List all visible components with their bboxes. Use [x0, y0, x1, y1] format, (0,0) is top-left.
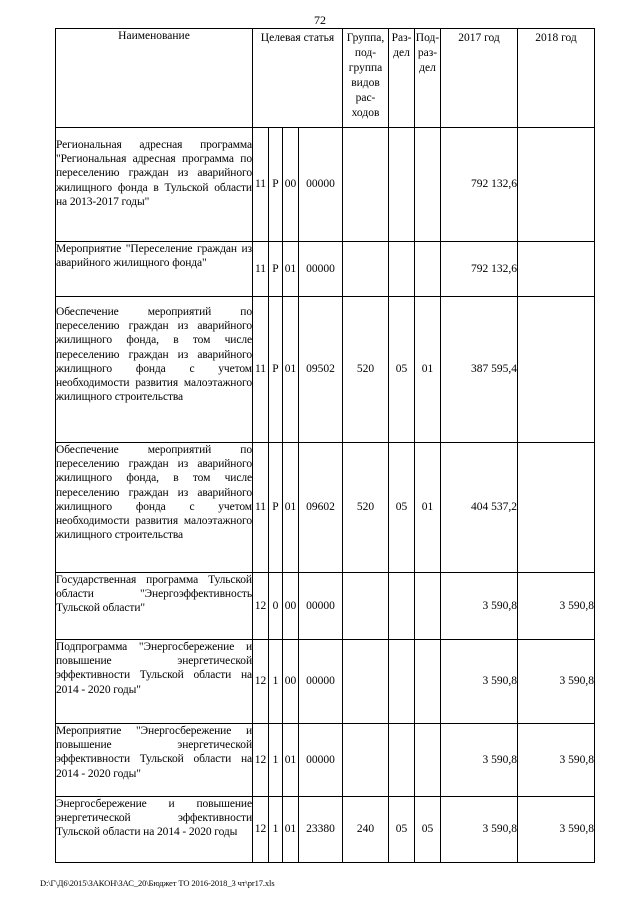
cell-section: 05 [389, 297, 415, 443]
header-2017: 2017 год [441, 29, 518, 128]
row-name: Мероприятие "Энергосбережение и повышение энергетической эффективности Тульской области на 2014 - 2020 годы" [56, 724, 253, 797]
cell-section [389, 724, 415, 797]
cell-target-subprogram: Р [269, 297, 283, 443]
table-row [56, 242, 595, 297]
cell-amount-2017: 3 590,8 [441, 724, 518, 797]
table-row [56, 128, 595, 242]
cell-expense-group: 520 [343, 297, 389, 443]
cell-subsection: 01 [415, 443, 441, 573]
page-number: 72 [314, 13, 326, 27]
cell-subsection: 05 [415, 797, 441, 863]
cell-amount-2017: 792 132,6 [441, 242, 518, 297]
cell-subsection [415, 242, 441, 297]
cell-expense-group [343, 242, 389, 297]
cell-amount-2018 [518, 242, 595, 297]
row-name: Энергосбережение и повышение энергетической эффективности Тульской области на 2014 - 2020 годы [56, 797, 253, 863]
cell-amount-2018 [518, 443, 595, 573]
cell-target-event: 00 [283, 128, 299, 242]
cell-expense-group: 240 [343, 797, 389, 863]
cell-amount-2017: 3 590,8 [441, 573, 518, 640]
cell-target-subprogram: 1 [269, 640, 283, 724]
cell-amount-2018 [518, 297, 595, 443]
cell-target-program: 11 [253, 128, 269, 242]
cell-section [389, 573, 415, 640]
header-2018: 2018 год [518, 29, 595, 128]
cell-target-direction: 09602 [299, 443, 343, 573]
cell-target-subprogram: 1 [269, 724, 283, 797]
cell-target-subprogram: 0 [269, 573, 283, 640]
header-subsection [415, 29, 441, 128]
cell-target-program: 12 [253, 724, 269, 797]
cell-subsection [415, 573, 441, 640]
cell-target-program: 12 [253, 797, 269, 863]
cell-section: 05 [389, 797, 415, 863]
cell-target-direction: 00000 [299, 724, 343, 797]
table-row [56, 797, 595, 863]
cell-amount-2017: 3 590,8 [441, 640, 518, 724]
header-expense-group-text: Группа, под-группа видов рас-ходов [346, 32, 385, 119]
table-row [56, 573, 595, 640]
cell-target-event: 00 [283, 640, 299, 724]
cell-subsection: 01 [415, 297, 441, 443]
row-name: Региональная адресная программа "Региональная адресная программа по переселению граждан из аварийного жилищного фонда в Тульской области на 2013-2017 годы" [56, 128, 253, 242]
cell-target-program: 11 [253, 297, 269, 443]
cell-target-event: 01 [283, 297, 299, 443]
cell-expense-group: 520 [343, 443, 389, 573]
file-path-footer: D:\Г\Д6\2015\ЗАКОН\ЗАС_20\Бюджет ТО 2016-2018_3 чт\pr17.xls [40, 878, 275, 888]
cell-subsection [415, 724, 441, 797]
cell-target-program: 11 [253, 443, 269, 573]
table-row [56, 724, 595, 797]
cell-amount-2017: 792 132,6 [441, 128, 518, 242]
cell-target-program: 11 [253, 242, 269, 297]
cell-target-event: 00 [283, 573, 299, 640]
cell-target-program: 12 [253, 573, 269, 640]
row-name: Обеспечение мероприятий по переселению граждан из аварийного жилищного фонда, в том числе переселению граждан из аварийного жилищного фонда с учетом необходимости развития малоэтажного жилищного строительства [56, 297, 253, 443]
cell-target-event: 01 [283, 724, 299, 797]
cell-target-direction: 00000 [299, 640, 343, 724]
cell-target-subprogram: Р [269, 128, 283, 242]
cell-target-event: 01 [283, 443, 299, 573]
cell-target-direction: 09502 [299, 297, 343, 443]
header-section [389, 29, 415, 128]
header-section-text: Раз-дел [391, 32, 412, 59]
cell-amount-2017: 404 537,2 [441, 443, 518, 573]
cell-amount-2018: 3 590,8 [518, 797, 595, 863]
cell-amount-2018 [518, 128, 595, 242]
header-subsection-text: Под-раз-дел [415, 32, 440, 74]
header-expense-group [343, 29, 389, 128]
table-row [56, 297, 595, 443]
cell-target-subprogram: Р [269, 443, 283, 573]
cell-expense-group [343, 640, 389, 724]
cell-subsection [415, 128, 441, 242]
row-name: Государственная программа Тульской области "Энергоэффективность Тульской области" [56, 573, 253, 640]
table-body [56, 128, 595, 863]
cell-target-program: 12 [253, 640, 269, 724]
cell-target-subprogram: 1 [269, 797, 283, 863]
table-row [56, 640, 595, 724]
budget-table [55, 28, 595, 863]
cell-amount-2018: 3 590,8 [518, 724, 595, 797]
cell-expense-group [343, 724, 389, 797]
cell-subsection [415, 640, 441, 724]
cell-section [389, 640, 415, 724]
cell-target-event: 01 [283, 797, 299, 863]
header-name: Наименование [56, 29, 253, 128]
cell-target-event: 01 [283, 242, 299, 297]
cell-target-direction: 00000 [299, 242, 343, 297]
cell-amount-2017: 3 590,8 [441, 797, 518, 863]
cell-target-direction: 00000 [299, 128, 343, 242]
row-name: Мероприятие "Переселение граждан из аварийного жилищного фонда" [56, 242, 253, 297]
row-name: Подпрограмма "Энергосбережение и повышение энергетической эффективности Тульской области на 2014 - 2020 годы" [56, 640, 253, 724]
cell-expense-group [343, 573, 389, 640]
table-row [56, 443, 595, 573]
table-header [56, 29, 595, 128]
cell-amount-2017: 387 595,4 [441, 297, 518, 443]
cell-amount-2018: 3 590,8 [518, 573, 595, 640]
cell-target-subprogram: Р [269, 242, 283, 297]
row-name: Обеспечение мероприятий по переселению граждан из аварийного жилищного фонда, в том числе переселению граждан из аварийного жилищного фонда с учетом необходимости развития малоэтажного жилищного строительства [56, 443, 253, 573]
cell-target-direction: 00000 [299, 573, 343, 640]
cell-section [389, 128, 415, 242]
cell-expense-group [343, 128, 389, 242]
cell-section: 05 [389, 443, 415, 573]
header-target-article: Целевая статья [253, 29, 343, 128]
cell-section [389, 242, 415, 297]
cell-target-direction: 23380 [299, 797, 343, 863]
cell-amount-2018: 3 590,8 [518, 640, 595, 724]
